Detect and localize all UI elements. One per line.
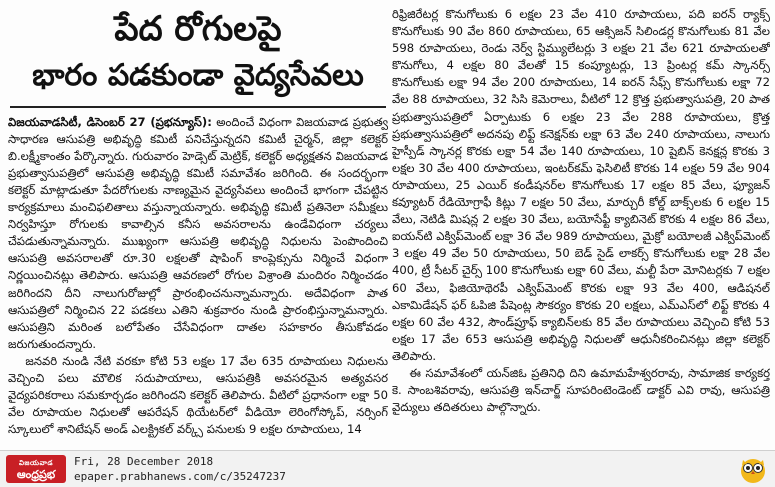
- paragraph-1-text: అందించే విధంగా విజయవాడ ప్రభుత్వ సాధారణ ఆసుపత్రి అభివృద్ధి కమిటీ పనిచేస్తున్నదని కమిటీ చైర్మన్, జిల్లా కలెక్టర్ బి.లక్ష్మీకాంతం పేర్కొన్నారు. గురువారం హెడ్సెట్ మెట్రిక్, కలెక్టర్ అధ్యక్షతన విజయవాడ ప్రభుత్వాసుపత్రిలో ఆసుపత్రి అభివృద్ధి కమిటీ సమావేశం జరిగింది. ఈ సందర్భంగా కలెక్టర్ మాట్లాడుతూ పేదరోగులకు నాణ్యమైన వైద్యసేవలు అందించే భాగంగా చేపట్టిన కార్యక్రమాలు మంచిఫలితాలు వస్తున్నాయన్నారు. అభివృద్ధి కమిటీ ప్రతినెలా సమీక్షలు నిర్వహిస్తూ రోగులకు కావాల్సిన కనీస అవసరాలను ఉండేవిధంగా చర్యలు చేపడుతున్నామన్నారు. ముఖ్యంగా ఆసుపత్రి అభివృద్ధి నిధులను పెంపొందించి ఆసుపత్రి అవసరాలతో రూ.30 లక్షలతో షాపింగ్ కాంప్లెక్సును నిర్మించే విధంగా నిర్ణయించినట్లు తెలిపారు. ఆసుపత్రి ఆవరణలో రోగుల విశ్రాంతి మందిరం నిర్మించడం జరిగిందని దీని నాలుగురోజుల్లో ప్రారంభించనున్నామన్నారు. అదేవిధంగా పాత ఆసుపత్రిలో నిర్మించిన 22 పడకలు ఎతిని శుక్రవారం నుండి ప్రారంభిస్తున్నామన్నారు. ఆసుపత్రిని మరింత బలోపేతం చేసేవిధంగా దాతల సహకారం తీసుకోవడం జరుగుతుందన్నారు.: [8, 114, 388, 351]
- footer-meta: [74, 454, 286, 484]
- logo-edition: విజయవాడ: [18, 459, 54, 467]
- article-paragraph-2: జనవరి నుండి నేటి వరకూ కోటి 53 లక్షల 17 వేల 635 రూపాయలు నిధులను వెచ్చించి పలు మౌలిక సదుపాయాలు, ఆసుపత్రికి అవసరమైన అత్యవసర వైద్యపరికరాలు సమకూర్చడం జరిగిందని కలెక్టర్ తెలిపారు. వీటిలో ప్రధానంగా లక్షా 50 వేల రూపాయల నిధులతో ఆపరేషన్ థియేటర్‌లో వీడియో లెరింగోస్కోప్, నర్సింగ్ స్కూలులో శానిటేషన్ అండ్ ఎలక్ట్రికల్ వర్క్స్ పనులకు 9 లక్షల రూపాయలు, 14: [8, 353, 388, 437]
- headline: [8, 10, 388, 94]
- dateline: విజయవాడసిటీ, డిసెంబర్ 27 (ప్రభన్యూస్):: [8, 114, 212, 129]
- owl-mascot-icon: [737, 454, 769, 484]
- epaper-url[interactable]: epaper.prabhanews.com/c/35247237: [74, 470, 286, 483]
- right-column: [392, 6, 770, 446]
- prabha-logo[interactable]: [6, 455, 66, 483]
- article-paragraph-4: ఈ సమావేశంలో యన్‌జిఓ ప్రతినిధి దిని ఉమామహేశ్వరరావు, సామాజిక కార్యకర్త కె. సాంబశివరావు, ఆసుపత్రి ఇన్‌చార్జ్ సూపరింటెండెంట్ డాక్టర్ ఎవి రావు, ఆసుపత్రి వైద్యులు తదితరులు పాల్గొన్నారు.: [392, 365, 770, 415]
- headline-divider: [10, 106, 386, 108]
- edition-date: Fri, 28 December 2018: [74, 455, 214, 468]
- headline-line-1: పేద రోగులపై: [114, 9, 282, 49]
- article-paragraph-1: [8, 114, 388, 353]
- headline-line-2: భారం పడకుండా వైద్యసేవలు: [32, 58, 364, 94]
- epaper-footer: [0, 450, 775, 487]
- left-column: [8, 6, 388, 446]
- article-paragraph-3: రిఫ్రిజిరేటర్ల కొనుగోలుకు 6 లక్షల 23 వేల 410 రూపాయలు, పది ఐరన్ ర్యాక్స్ కొనుగోలుకు 90 వేల 860 రూపాయలు, 65 ఆక్సిజన్ సిలిండర్ల కొనుగోలుకు 81 వేల 598 రూపాయలు, రెండు నెర్వ్ స్టిమ్యులేటర్లు 3 లక్షల 21 వేల 621 రూపాయలతో కొనుగోలు, 4 లక్షల 80 వేలతో 15 కంప్యూటర్లు, 13 ప్రింటర్ల కమ్ స్కానర్స్ కొనుగోలుకు లక్షా 94 వేల 200 రూపాయలు, 14 ఐరన్ సేఫ్స్ కొనుగోలుకు లక్షా 72 వేల 88 రూపాయలు, 32 సిసి కెమెరాలు, వీటిలో 12 క్రొత్త ప్రభుత్వాసుపత్రి, 20 పాత ప్రభుత్వాసుపత్రిలో ఏర్పాటుకు 6 లక్షల 23 వేల 288 రూపాయలు, క్రొత్త ప్రభుత్వాసుపత్రిలో అదనపు లిఫ్ట్ కనెక్షన్‌కు లక్షా 63 వేల 240 రూపాయలు, నాలుగు హైస్పీడ్ స్కానర్ల కొరకు లక్షా 54 వేల 140 రూపాయలు, 10 షైబిన్ కెనక్షన్ల కొరకు 3 లక్షల 30 వేల 400 రూపాయలు, ఇంటర్‌కమ్ ఫెసిలిటీ కొరకు 14 లక్షల 59 వేల 904 రూపాయలు, 25 ఎయిర్ కండీషనర్‌ల కొనుగోలుకు 17 లక్షల 85 వేలు, ఫ్యూజన్ కవ్యూటర్ రేడియోగ్రాఫీ కిట్లు 7 లక్షల 50 వేలు, మార్చురీ కోల్డ్ బాక్స్‌లకు 6 లక్షల 15 వేలు, నెటిడి మిషన్ల 2 లక్షల 30 వేలు, బయోసేఫ్టీ క్యాబినెట్ కొరకు 4 లక్షల 86 వేలు, ఐయన్‌టి ఎక్విప్‌మెంట్ లక్షా 36 వేల 989 రూపాయలు, మైక్రో బయోలజీ ఎక్విప్‌మెంట్ 3 లక్షల 49 వేల 50 రూపాయలు, 50 బెడ్ సైడ్ లాకర్స్ కొనుగోలుకు లక్షా 28 వేల 400, ట్రీ సీటర్ చైర్స్ 100 కొనుగోలుకు లక్షా 60 వేలు, మల్టీ పేరా మోనిటర్లకు 7 లక్షల 60 వేలు, ఫిజియోథెరపీ ఎక్విప్‌మెంట్ కొరకు లక్షా 93 వేల 400, ఆడిషనల్ ఎకామిడేషన్ ఫర్ ఓపిజి పేషెంట్ల సౌకర్యం కొరకు 20 లక్షలు, ఎమ్‌ఎస్‌లో లిఫ్ట్ కొరకు 4 లక్షల 60 వేల 432, సౌండ్‌ప్రూఫ్ క్యాబిన్‌లకు 85 వేల రూపాయలు వెచ్చించి కోటి 53 లక్షల 17 వేల 653 ఆసుపత్రి అభివృద్ధి నిధులతో ఆధునీకరించినట్లు జిల్లా కలెక్టర్ తెలిపారు.: [392, 7, 770, 363]
- logo-title: ఆంధ్రప్రభ: [16, 468, 56, 481]
